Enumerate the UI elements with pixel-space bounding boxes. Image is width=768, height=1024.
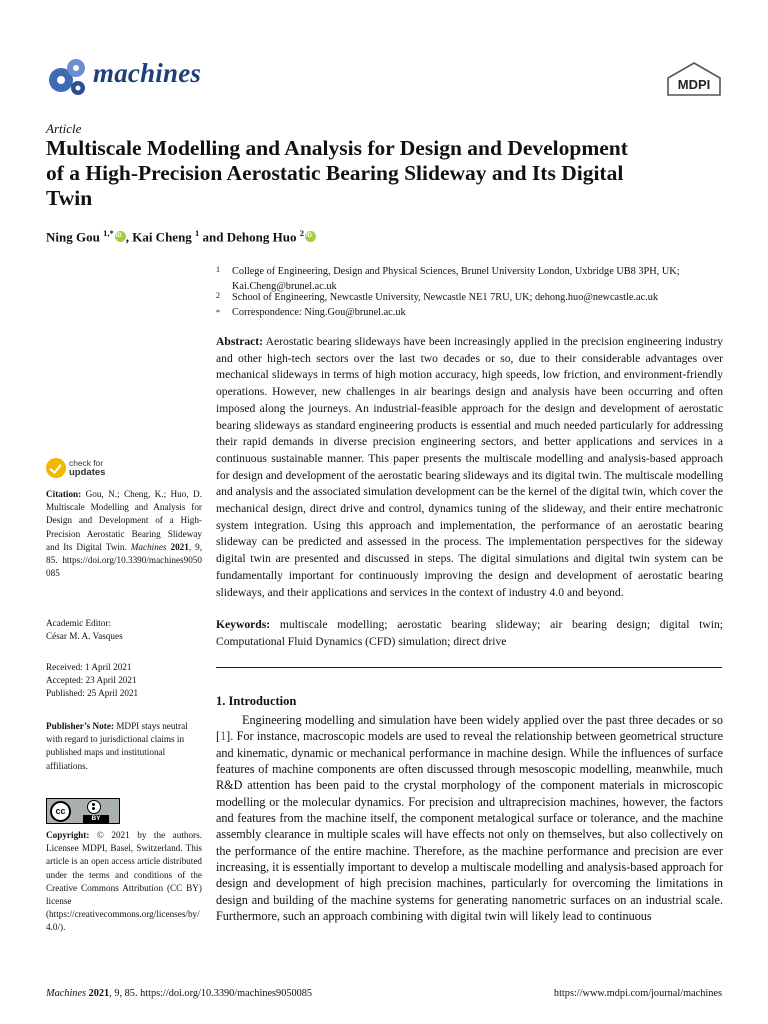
publishers-note-label: Publisher’s Note: <box>46 721 114 731</box>
copyright-block <box>46 829 202 935</box>
published-date: Published: 25 April 2021 <box>46 688 139 699</box>
affiliation-number: 2 <box>216 291 220 300</box>
intro-text: Engineering modelling and simulation have been widely applied over the past three decades or so [ <box>216 713 723 744</box>
keywords-label: Keywords: <box>216 618 271 631</box>
footer-journal: Machines <box>46 988 87 999</box>
orcid-icon[interactable] <box>305 231 316 242</box>
section-heading: 1. Introduction <box>216 694 297 708</box>
affiliation-text: College of Engineering, Design and Physical Sciences, Brunel University London, Uxbridge UB8 3PH, UK; Kai.Cheng@brunel.ac.uk <box>232 266 680 292</box>
orcid-icon[interactable] <box>115 231 126 242</box>
correspondence <box>216 306 726 321</box>
machines-gears-icon <box>46 56 88 98</box>
footer-citation <box>46 988 312 999</box>
author-separator: and <box>199 229 227 245</box>
intro-text: ]. For instance, macroscopic models are used to reveal the relationship between geometrical structure and kinematic, dynamic or mechanical performance in machine design. While the influences of surface features of machine components are often discussed through mesoscopic modelling, meanwhile, much R&D attention has been paid to the crystal morphology of the component materials in microscopic modelling or the molecular dynamics. For precision and ultraprecision machines, however, the factors and features from the machine itself, the component metalogical surface or tolerance, and the machine assembly clearance in multiple scales will have effects not only on themselves, but also collectively on the performance of the entire machine. Therefore, as the machine performance and precision are ever increasing, it is essentially important to develop a multiscale modelling and analysis-based approach for design and development of high precision machines, particularly for overcoming the limitations in design and building of the machine systems for generating nanometric surfaces on an industrial scale. Furthermore, such an approach combining with digital twin will likely lead to continuous <box>216 729 723 924</box>
mdpi-logo[interactable] <box>666 62 722 96</box>
introduction-paragraph <box>216 712 723 924</box>
accepted-date: Accepted: 23 April 2021 <box>46 675 137 686</box>
publication-dates <box>46 661 202 701</box>
check-line1: check for <box>69 458 103 468</box>
publishers-note-text: MDPI stays neutral with regard to jurisdictional claims in published maps and institutional affiliations. <box>46 721 188 771</box>
mdpi-logo-text: MDPI <box>677 77 711 92</box>
affiliation <box>216 265 726 294</box>
check-for-updates-label <box>69 459 105 477</box>
affiliation <box>216 291 726 306</box>
footer-year: 2021 <box>88 988 110 999</box>
author-affiliation-sup: 1 <box>195 228 200 238</box>
checkmark-icon <box>46 458 66 478</box>
copyright-text: © 2021 by the authors. Licensee MDPI, Basel, Switzerland. This article is an open access article distributed under the terms and conditions of the Creative Commons Attribution (CC BY) license (https://creativecommons.org/licenses/by/4.0/). <box>46 830 202 933</box>
author-list <box>46 228 316 245</box>
keywords <box>216 617 723 650</box>
citation-label: Citation: <box>46 489 82 499</box>
author-name[interactable]: Kai Cheng <box>132 229 192 245</box>
academic-editor-name: César M. A. Vasques <box>46 631 123 642</box>
citation-volume: , 9, 85. <box>46 541 203 566</box>
author-name[interactable]: Dehong Huo <box>226 229 297 245</box>
check-for-updates-button[interactable] <box>46 458 114 480</box>
received-date: Received: 1 April 2021 <box>46 662 132 672</box>
journal-name[interactable]: machines <box>93 58 202 88</box>
section-divider <box>216 667 722 668</box>
abstract-label: Abstract: <box>216 335 264 348</box>
article-type: Article <box>46 121 82 136</box>
by-label: BY <box>83 815 109 823</box>
affiliation-number: * <box>216 308 220 317</box>
footer-doi[interactable]: , 9, 85. https://doi.org/10.3390/machines9050085 <box>109 988 313 999</box>
affiliation-number: 1 <box>216 265 220 274</box>
correspondence-text: Correspondence: Ning.Gou@brunel.ac.uk <box>232 307 406 318</box>
cc-icon: cc <box>50 801 71 822</box>
author-affiliation-sup: 2 <box>299 228 304 238</box>
author-name[interactable]: Ning Gou <box>46 229 100 245</box>
abstract-text: Aerostatic bearing slideways have been increasingly applied in the precision engineering industry and other high-tech sectors over the last two decades or so, due to their considerable advantages over mechanical slideways in terms of high motion accuracy, high speeds, low friction, and environment-friendly operations. However, new challenges in air bearings design and analysis have been occurring and often imposed along the journeys. An industrial-feasible approach for the design and development of aerostatic bearing slideways as standard engineering products is essential and much needed particularly for addressing their rapid demands in diverse precision engineering sectors, and better applications and services in a continuous sustainable manner. This paper presents the multiscale modelling and analysis-based approach for design and development of the aerostatic bearing slideways and its digital twin. The multiscale modelling and analysis and the associated simulation development can be the kernel of the digital twin, which cover the mechanical design, direct drive and control, dynamics tuning of the slideway, and their entire mechatronic system integration. Using this approach and implementation, the performance of an aerostatic bearing slideway can be predicted and assessed in the process. The implementation perspectives for the sideway digital twin are presented and discussed in steps. The digital simulations and digital twin system can be fundamentally important for continuously improving the design and development of aerostatic bearing slideways, and their applications and services in the context of industry 4.0 and beyond. <box>216 335 723 599</box>
reference-link[interactable]: 1 <box>220 729 227 744</box>
citation-doi-link[interactable]: https://doi.org/10.3390/machines9050085 <box>46 555 202 579</box>
attribution-person-icon <box>87 800 101 814</box>
citation-journal: Machines <box>130 541 167 552</box>
citation-year: 2021 <box>170 541 189 552</box>
cc-by-license-badge[interactable] <box>46 798 120 824</box>
citation-text: Gou, N.; Cheng, K.; Huo, D. Multiscale Modelling and Analysis for Design and Development of a High-Precision Aerostatic Bearing Slideway and Its Digital Twin. <box>46 489 202 552</box>
copyright-label: Copyright: <box>46 830 90 840</box>
academic-editor <box>46 617 202 643</box>
paper-title: Multiscale Modelling and Analysis for Design and Development of a High-Precision Aerostatic Bearing Slideway and Its Digital Twin <box>46 136 628 210</box>
author-affiliation-sup: 1,* <box>103 228 114 238</box>
citation-block <box>46 488 202 580</box>
keywords-text: multiscale modelling; aerostatic bearing slideway; air bearing design; digital twin; Computational Fluid Dynamics (CFD) simulation; direct drive <box>216 618 723 648</box>
author-separator: , <box>125 229 133 245</box>
check-line2: updates <box>69 467 106 478</box>
academic-editor-label: Academic Editor: <box>46 618 112 628</box>
publishers-note <box>46 720 202 773</box>
abstract <box>216 334 723 601</box>
affiliation-text: School of Engineering, Newcastle University, Newcastle NE1 7RU, UK; dehong.huo@newcastle.ac.uk <box>232 292 659 303</box>
footer-journal-url[interactable]: https://www.mdpi.com/journal/machines <box>553 988 722 999</box>
